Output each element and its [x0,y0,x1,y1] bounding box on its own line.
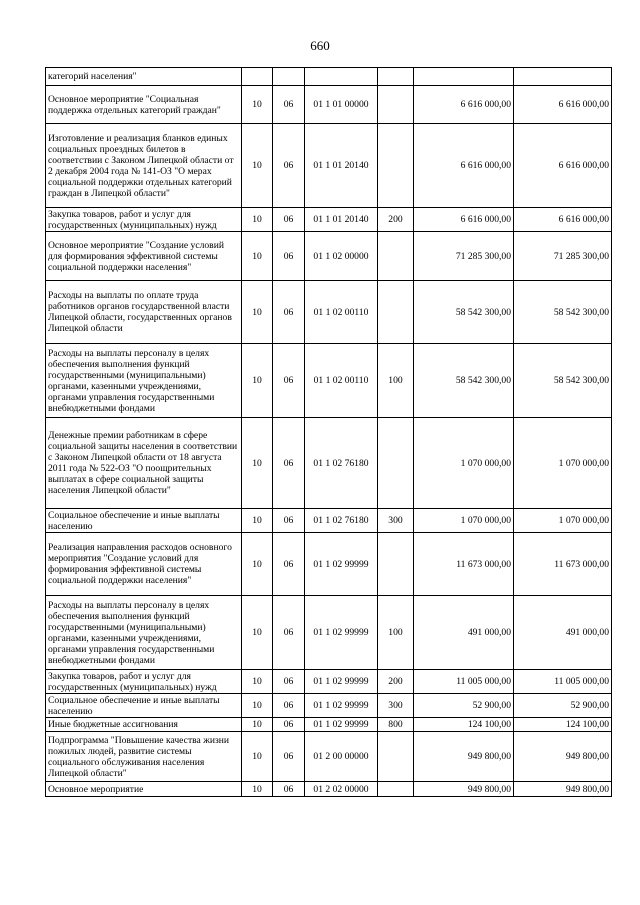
budget-table [45,67,612,797]
subsection-code: 06 [273,670,305,694]
amount-year-1: 6 616 000,00 [414,124,514,208]
table-row [46,782,612,797]
section-code: 10 [242,718,273,732]
amount-year-2: 6 616 000,00 [514,208,612,232]
section-code: 10 [242,509,273,533]
row-name: Социальное обеспечение и иные выплаты населению [46,509,242,533]
amount-year-1: 11 005 000,00 [414,670,514,694]
row-name: Расходы на выплаты по оплате труда работников органов государственной власти Липецкой области, государственных органов Липецкой области [46,281,242,344]
section-code: 10 [242,208,273,232]
subsection-code [273,68,305,86]
row-name: Денежные премии работникам в сфере социальной защиты населения в соответствии с Законом Липецкой области от 18 августа 2011 года № 522-ОЗ "О поощрительных выплатах в сфере социальной защиты населения Липецкой области" [46,418,242,509]
expense-type-code [378,86,414,124]
amount-year-2: 11 673 000,00 [514,533,612,596]
row-name: Иные бюджетные ассигнования [46,718,242,732]
amount-year-2: 124 100,00 [514,718,612,732]
section-code [242,68,273,86]
amount-year-1: 1 070 000,00 [414,418,514,509]
target-article-code: 01 1 02 99999 [305,596,378,670]
table-row [46,418,612,509]
expense-type-code [378,533,414,596]
subsection-code: 06 [273,344,305,418]
target-article-code [305,68,378,86]
target-article-code: 01 1 01 20140 [305,208,378,232]
section-code: 10 [242,596,273,670]
amount-year-2: 491 000,00 [514,596,612,670]
section-code: 10 [242,232,273,281]
table-row [46,124,612,208]
target-article-code: 01 2 02 00000 [305,782,378,797]
amount-year-1: 1 070 000,00 [414,509,514,533]
amount-year-2: 1 070 000,00 [514,418,612,509]
expense-type-code [378,68,414,86]
section-code: 10 [242,86,273,124]
section-code: 10 [242,418,273,509]
target-article-code: 01 1 02 00110 [305,281,378,344]
section-code: 10 [242,694,273,718]
table-row [46,670,612,694]
row-name: Расходы на выплаты персоналу в целях обеспечения выполнения функций государственными (муниципальными) органами, казенными учреждениями, органами управления государственными внебюджетными фондами [46,596,242,670]
subsection-code: 06 [273,86,305,124]
row-name: Социальное обеспечение и иные выплаты населению [46,694,242,718]
target-article-code: 01 1 02 00000 [305,232,378,281]
subsection-code: 06 [273,694,305,718]
amount-year-2: 11 005 000,00 [514,670,612,694]
subsection-code: 06 [273,509,305,533]
amount-year-1: 6 616 000,00 [414,86,514,124]
target-article-code: 01 1 02 99999 [305,694,378,718]
table-row [46,344,612,418]
row-name: категорий населения" [46,68,242,86]
row-name: Основное мероприятие [46,782,242,797]
amount-year-2: 71 285 300,00 [514,232,612,281]
amount-year-2: 1 070 000,00 [514,509,612,533]
target-article-code: 01 1 02 99999 [305,533,378,596]
table-row [46,718,612,732]
section-code: 10 [242,533,273,596]
expense-type-code [378,732,414,782]
amount-year-1: 949 800,00 [414,782,514,797]
target-article-code: 01 1 01 00000 [305,86,378,124]
subsection-code: 06 [273,124,305,208]
subsection-code: 06 [273,281,305,344]
table-row [46,232,612,281]
expense-type-code [378,782,414,797]
target-article-code: 01 1 02 76180 [305,418,378,509]
row-name: Закупка товаров, работ и услуг для государственных (муниципальных) нужд [46,208,242,232]
amount-year-2 [514,68,612,86]
section-code: 10 [242,782,273,797]
expense-type-code: 100 [378,344,414,418]
amount-year-2: 6 616 000,00 [514,124,612,208]
amount-year-1: 11 673 000,00 [414,533,514,596]
subsection-code: 06 [273,418,305,509]
subsection-code: 06 [273,232,305,281]
table-row [46,533,612,596]
subsection-code: 06 [273,533,305,596]
table-row [46,68,612,86]
target-article-code: 01 1 02 99999 [305,670,378,694]
section-code: 10 [242,344,273,418]
amount-year-1: 124 100,00 [414,718,514,732]
table-row [46,694,612,718]
subsection-code: 06 [273,596,305,670]
table-row [46,208,612,232]
target-article-code: 01 2 00 00000 [305,732,378,782]
expense-type-code: 300 [378,509,414,533]
amount-year-2: 949 800,00 [514,782,612,797]
table-row [46,86,612,124]
row-name: Реализация направления расходов основного мероприятия "Создание условий для формирования эффективной системы социальной поддержки населения" [46,533,242,596]
subsection-code: 06 [273,782,305,797]
expense-type-code: 100 [378,596,414,670]
page-number: 660 [310,38,330,53]
amount-year-1: 58 542 300,00 [414,281,514,344]
amount-year-2: 949 800,00 [514,732,612,782]
expense-type-code: 800 [378,718,414,732]
target-article-code: 01 1 02 00110 [305,344,378,418]
row-name: Основное мероприятие "Создание условий для формирования эффективной системы социальной поддержки населения" [46,232,242,281]
amount-year-1: 491 000,00 [414,596,514,670]
row-name: Основное мероприятие "Социальная поддержка отдельных категорий граждан" [46,86,242,124]
row-name: Подпрограмма "Повышение качества жизни пожилых людей, развитие системы социального обслуживания населения Липецкой области" [46,732,242,782]
expense-type-code [378,232,414,281]
section-code: 10 [242,124,273,208]
expense-type-code: 300 [378,694,414,718]
expense-type-code: 200 [378,670,414,694]
amount-year-1: 6 616 000,00 [414,208,514,232]
subsection-code: 06 [273,718,305,732]
expense-type-code [378,418,414,509]
subsection-code: 06 [273,208,305,232]
target-article-code: 01 1 02 99999 [305,718,378,732]
expense-type-code [378,124,414,208]
amount-year-2: 58 542 300,00 [514,281,612,344]
amount-year-1: 58 542 300,00 [414,344,514,418]
amount-year-1 [414,68,514,86]
row-name: Расходы на выплаты персоналу в целях обеспечения выполнения функций государственными (муниципальными) органами, казенными учреждениями, органами управления государственными внебюджетными фондами [46,344,242,418]
row-name: Изготовление и реализация бланков единых социальных проездных билетов в соответствии с Законом Липецкой области от 2 декабря 2004 года № 141-ОЗ "О мерах социальной поддержки отдельных категорий граждан в Липецкой области" [46,124,242,208]
amount-year-2: 58 542 300,00 [514,344,612,418]
table-row [46,509,612,533]
target-article-code: 01 1 01 20140 [305,124,378,208]
section-code: 10 [242,732,273,782]
expense-type-code: 200 [378,208,414,232]
table-row [46,281,612,344]
row-name: Закупка товаров, работ и услуг для государственных (муниципальных) нужд [46,670,242,694]
table-row [46,732,612,782]
target-article-code: 01 1 02 76180 [305,509,378,533]
amount-year-1: 949 800,00 [414,732,514,782]
section-code: 10 [242,670,273,694]
section-code: 10 [242,281,273,344]
table-row [46,596,612,670]
amount-year-2: 6 616 000,00 [514,86,612,124]
amount-year-1: 71 285 300,00 [414,232,514,281]
subsection-code: 06 [273,732,305,782]
expense-type-code [378,281,414,344]
amount-year-1: 52 900,00 [414,694,514,718]
amount-year-2: 52 900,00 [514,694,612,718]
